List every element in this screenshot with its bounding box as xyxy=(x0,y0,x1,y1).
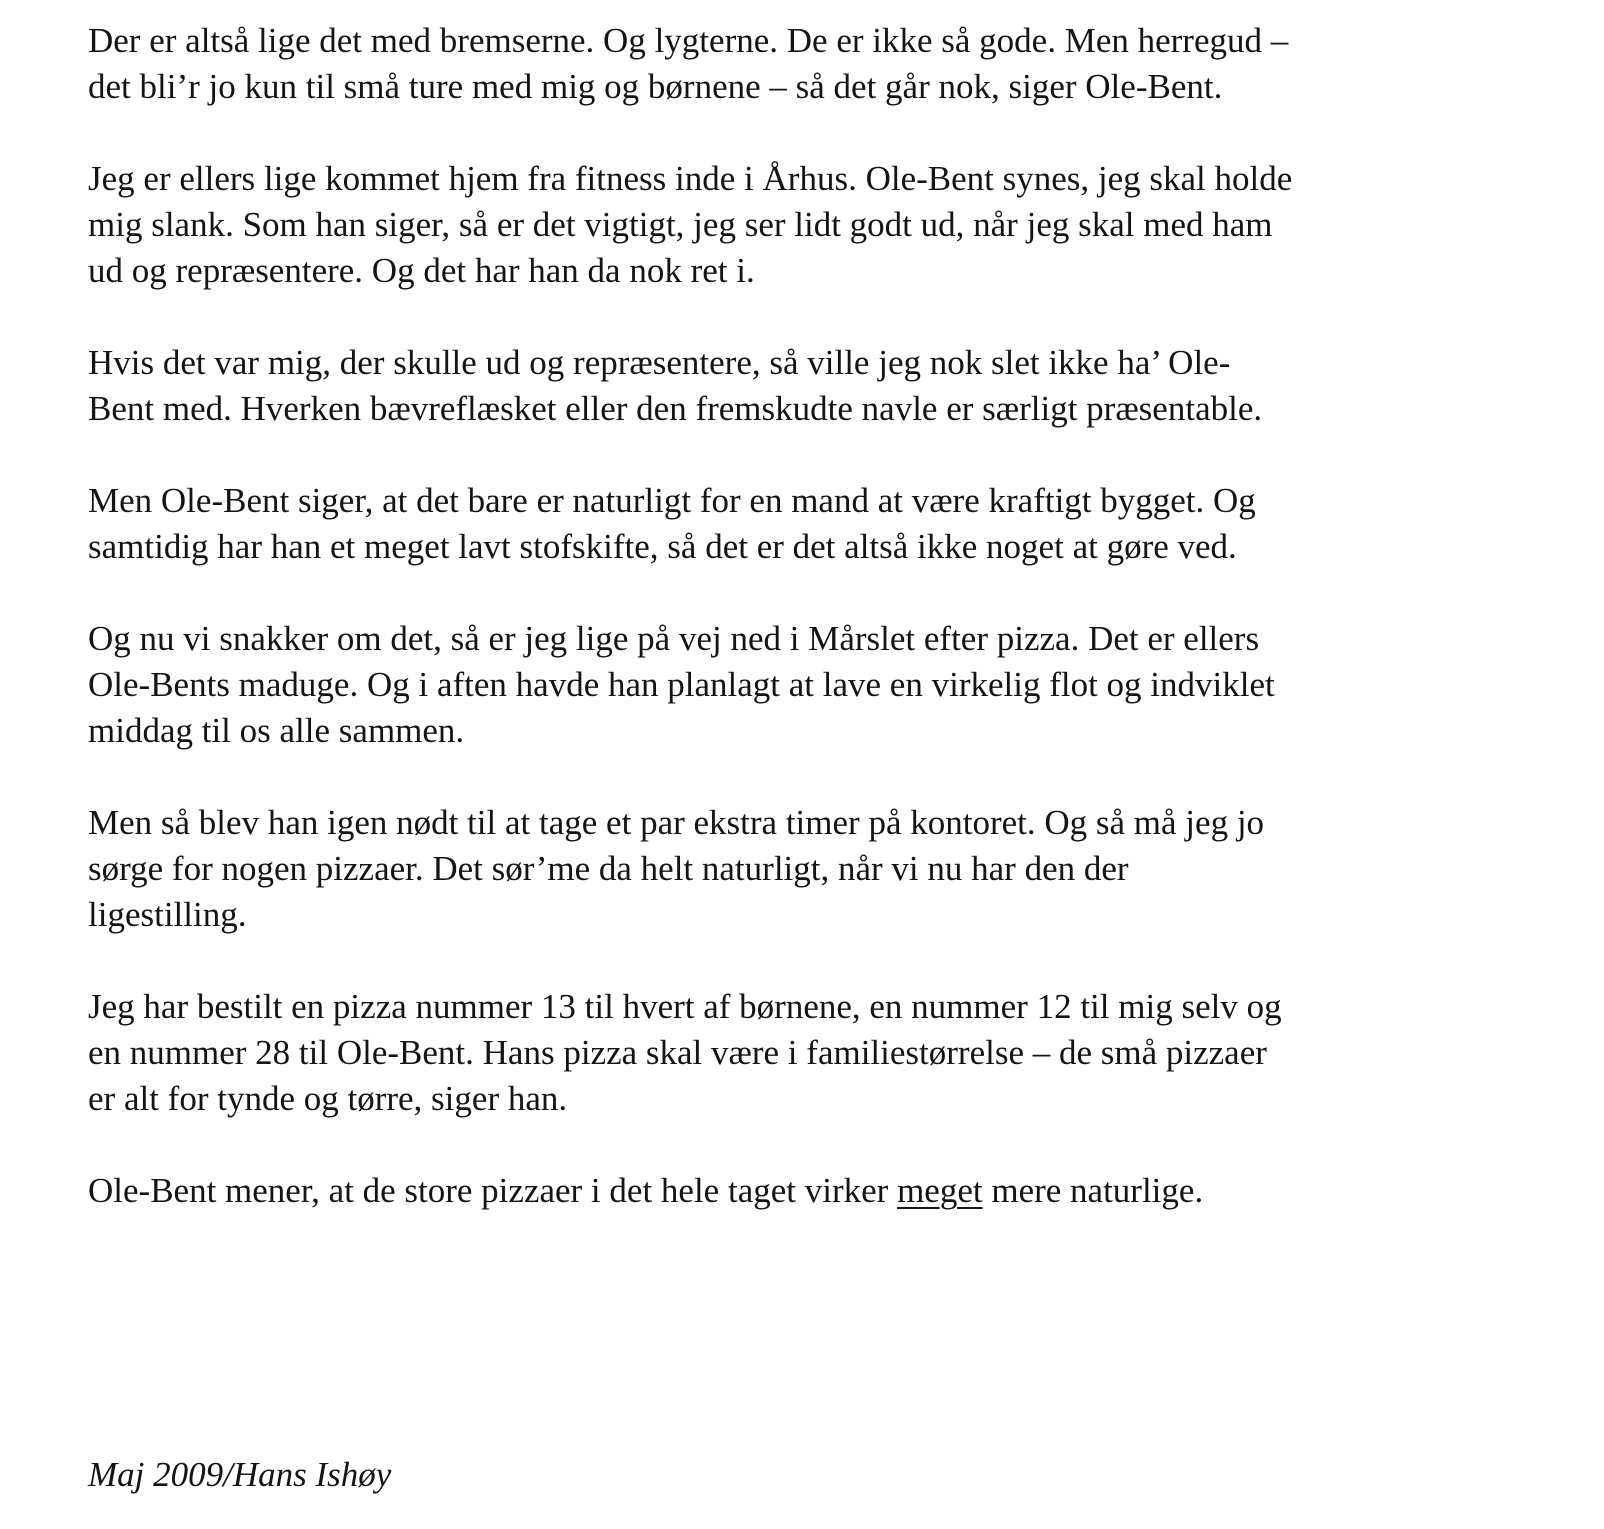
final-paragraph xyxy=(88,1168,1538,1214)
text-line: ud og repræsentere. Og det har han da nok ret i. xyxy=(88,251,755,290)
final-text-before: Ole-Bent mener, at de store pizzaer i det hele taget virker xyxy=(88,1171,898,1210)
text-line: Jeg er ellers lige kommet hjem fra fitness inde i Århus. Ole-Bent synes, jeg skal holde xyxy=(88,159,1293,198)
paragraph xyxy=(88,984,1538,1122)
text-line: det bli’r jo kun til små ture med mig og børnene – så det går nok, siger Ole-Bent. xyxy=(88,67,1223,106)
paragraph-gap xyxy=(88,938,1538,984)
paragraph xyxy=(88,616,1538,754)
paragraph-gap xyxy=(88,432,1538,478)
paragraph-gap xyxy=(88,570,1538,616)
document-page xyxy=(88,18,1538,1214)
paragraph xyxy=(88,156,1538,294)
text-line: Ole-Bents maduge. Og i aften havde han planlagt at lave en virkelig flot og indviklet xyxy=(88,665,1275,704)
text-line: Men så blev han igen nødt til at tage et par ekstra timer på kontoret. Og så må jeg jo xyxy=(88,803,1265,842)
text-line: en nummer 28 til Ole-Bent. Hans pizza skal være i familiestørrelse – de små pizzaer xyxy=(88,1033,1267,1072)
paragraph xyxy=(88,340,1538,432)
text-line: Og nu vi snakker om det, så er jeg lige på vej ned i Mårslet efter pizza. Det er ellers xyxy=(88,619,1260,658)
paragraph-gap xyxy=(88,1122,1538,1168)
paragraph-gap xyxy=(88,294,1538,340)
text-line: Hvis det var mig, der skulle ud og repræsentere, så ville jeg nok slet ikke ha’ Ole- xyxy=(88,343,1231,382)
text-line: sørge for nogen pizzaer. Det sør’me da helt naturligt, når vi nu har den der xyxy=(88,849,1129,888)
paragraph-gap xyxy=(88,110,1538,156)
text-line: er alt for tynde og tørre, siger han. xyxy=(88,1079,568,1118)
text-line: Men Ole-Bent siger, at det bare er naturligt for en mand at være kraftigt bygget. Og xyxy=(88,481,1256,520)
text-line: mig slank. Som han siger, så er det vigtigt, jeg ser lidt godt ud, når jeg skal med ham xyxy=(88,205,1273,244)
text-line: middag til os alle sammen. xyxy=(88,711,465,750)
text-line: ligestilling. xyxy=(88,895,247,934)
underlined-emphasis: meget xyxy=(897,1171,983,1210)
final-text-after: mere naturlige. xyxy=(982,1171,1204,1210)
paragraph xyxy=(88,18,1538,110)
text-line: samtidig har han et meget lavt stofskifte, så det er det altså ikke noget at gøre ved. xyxy=(88,527,1237,566)
paragraph xyxy=(88,800,1538,938)
text-line: Der er altså lige det med bremserne. Og lygterne. De er ikke så gode. Men herregud – xyxy=(88,21,1289,60)
text-line: Jeg har bestilt en pizza nummer 13 til hvert af børnene, en nummer 12 til mig selv og xyxy=(88,987,1282,1026)
paragraph-gap xyxy=(88,754,1538,800)
signature-line: Maj 2009/Hans Ishøy xyxy=(88,1455,392,1494)
text-line xyxy=(88,1168,1538,1214)
paragraph xyxy=(88,478,1538,570)
text-line: Bent med. Hverken bævreflæsket eller den fremskudte navle er særligt præsentable. xyxy=(88,389,1263,428)
